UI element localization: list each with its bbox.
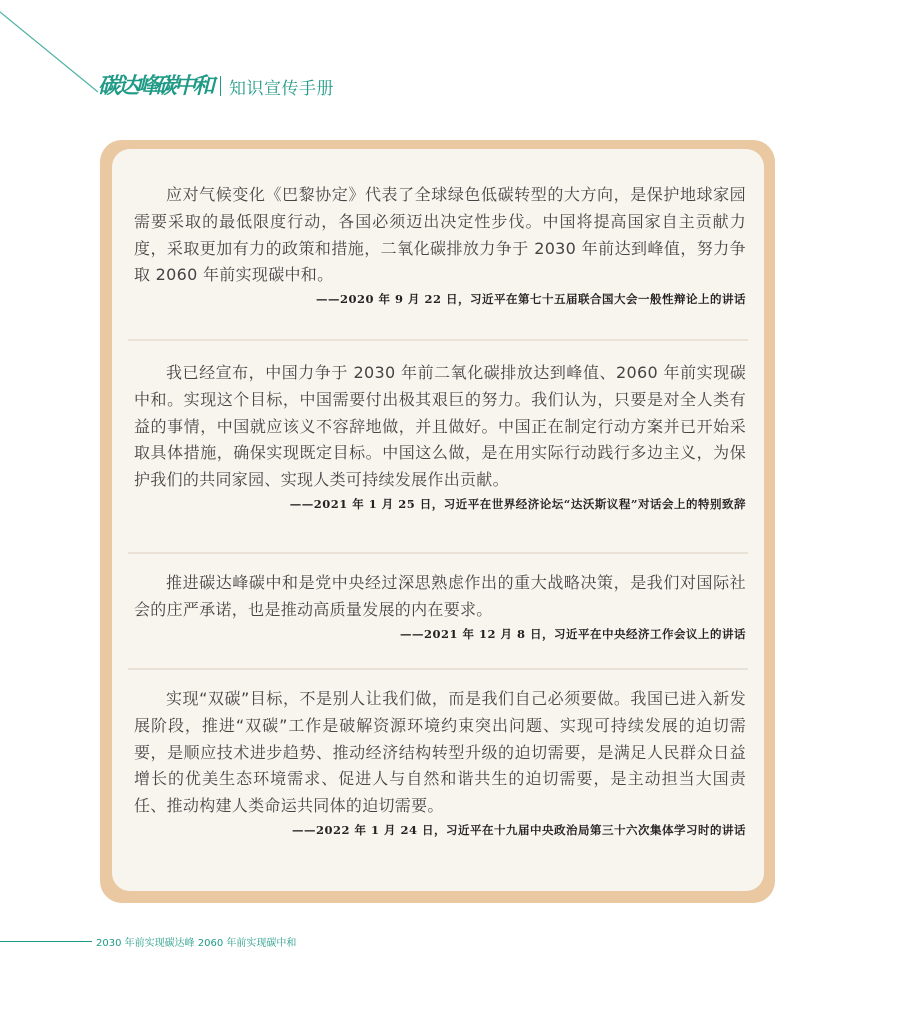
footer-slogan: 2030 年前实现碳达峰 2060 年前实现碳中和 (96, 938, 297, 949)
divider (128, 552, 748, 554)
quote-text: 推进碳达峰碳中和是党中央经过深思熟虑作出的重大战略决策，是我们对国际社会的庄严承诺，也是推动高质量发展的内在要求。 (134, 573, 746, 619)
quote-source: ——2021 年 1 月 25 日，习近平在世界经济论坛“达沃斯议程”对话会上的特别致辞 (289, 496, 746, 511)
footer-line (0, 941, 92, 942)
divider (128, 339, 748, 341)
quote-source: ——2020 年 9 月 22 日，习近平在第七十五届联合国大会一般性辩论上的讲话 (315, 292, 746, 307)
quote-source: ——2021 年 12 月 8 日，习近平在中央经济工作会议上的讲话 (399, 626, 746, 641)
brand-logo: 碳达峰碳中和 (98, 73, 213, 99)
quote-block (134, 686, 746, 838)
quote-source: ——2022 年 1 月 24 日，习近平在十九届中央政治局第三十六次集体学习时的讲话 (291, 822, 746, 837)
page-header (98, 66, 334, 106)
handbook-title: 知识宣传手册 (229, 78, 335, 99)
quote-text: 我已经宣布，中国力争于 2030 年前二氧化碳排放达到峰值、2060 年前实现碳中和。实现这个目标，中国需要付出极其艰巨的努力。我们认为，只要是对全人类有益的事情，中国就应该义不容辞地做，并且做好。中国正在制定行动方案并已开始采取具体措施，确保实现既定目标。中国这么做，是在用实际行动践行多边主义，为保护我们的共同家园、实现人类可持续发展作出贡献。 (134, 363, 746, 490)
quote-block (134, 360, 746, 512)
quote-block (134, 182, 746, 307)
quote-text: 应对气候变化《巴黎协定》代表了全球绿色低碳转型的大方向，是保护地球家园需要采取的最低限度行动，各国必须迈出决定性步伐。中国将提高国家自主贡献力度，采取更加有力的政策和措施，二氧化碳排放力争于 2030 年前达到峰值，努力争取 2060 年前实现碳中和。 (134, 185, 746, 285)
divider (128, 668, 748, 670)
quote-block (134, 570, 746, 642)
header-separator (220, 76, 221, 96)
quote-text: 实现“双碳”目标，不是别人让我们做，而是我们自己必须要做。我国已进入新发展阶段，推进“双碳”工作是破解资源环境约束突出问题、实现可持续发展的迫切需要，是顺应技术进步趋势、推动经济结构转型升级的迫切需要，是满足人民群众日益增长的优美生态环境需求、促进人与自然和谐共生的迫切需要，是主动担当大国责任、推动构建人类命运共同体的迫切需要。 (134, 689, 746, 816)
